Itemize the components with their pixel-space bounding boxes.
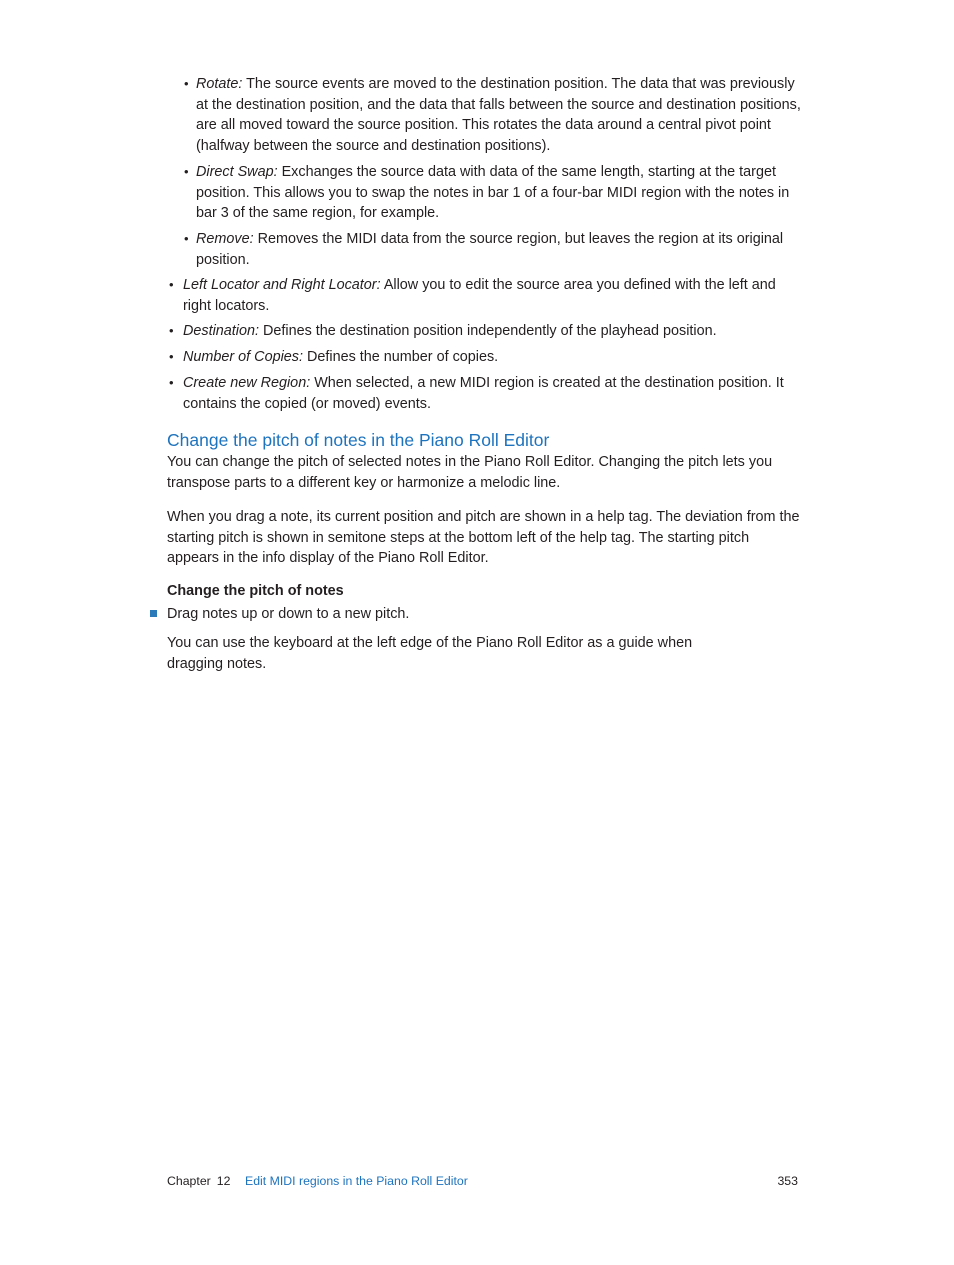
task-heading: Change the pitch of notes — [167, 583, 344, 599]
step-bullet-icon — [150, 610, 157, 617]
bullet-text: Defines the destination position independently of the playhead position. — [259, 323, 717, 339]
footer-chapter-number: 12 — [216, 1174, 231, 1188]
bullet-rotate — [184, 74, 802, 156]
bullet-term: Direct Swap: — [196, 164, 278, 180]
task-note-line: You can use the keyboard at the left edge of the Piano Roll Editor as a guide when — [167, 635, 693, 651]
bullet-create-new-region — [169, 373, 802, 414]
bullet-number-of-copies — [169, 347, 802, 368]
bullet-term: Left Locator and Right Locator: — [183, 277, 381, 293]
bullet-term: Rotate: — [196, 76, 243, 92]
bullet-dot: • — [169, 375, 174, 390]
bullet-direct-swap — [184, 162, 802, 224]
bullet-dot: • — [169, 277, 174, 292]
bullet-term: Create new Region: — [183, 375, 311, 391]
bullet-term: Remove: — [196, 231, 254, 247]
bullet-term: Number of Copies: — [183, 349, 303, 365]
bullet-term: Destination: — [183, 323, 259, 339]
bullet-text: When selected, a new MIDI region is created at the destination position. It contains the copied (or moved) events. — [183, 375, 784, 412]
bullet-text: The source events are moved to the destination position. The data that was previously at the destination position, and the data that falls between the source and destination positions, are all moved toward the source position. This rotates the data around a central pivot point (halfway between the source and destination positions). — [196, 76, 801, 154]
footer-page-number: 353 — [777, 1174, 798, 1188]
bullet-text: Removes the MIDI data from the source region, but leaves the region at its original position. — [196, 231, 784, 268]
bullet-dot: • — [184, 231, 189, 246]
task-step: Drag notes up or down to a new pitch. — [167, 606, 410, 622]
section-heading: Change the pitch of notes in the Piano Roll Editor — [167, 430, 550, 450]
footer-chapter-title-link[interactable]: Edit MIDI regions in the Piano Roll Editor — [245, 1174, 468, 1188]
section-paragraph-2: When you drag a note, its current position and pitch are shown in a help tag. The deviation from the starting pitch is shown in semitone steps at the bottom left of the help tag. The starting pitch appears in the info display of the Piano Roll Editor. — [167, 509, 800, 567]
bullet-dot: • — [184, 164, 189, 179]
section-paragraph-1: You can change the pitch of selected notes in the Piano Roll Editor. Changing the pitch lets you transpose parts to a different key or harmonize a melodic line. — [167, 454, 773, 491]
bullet-remove — [184, 229, 802, 270]
footer-chapter — [167, 1172, 230, 1190]
bullet-dot: • — [169, 349, 174, 364]
bullet-locators — [169, 275, 802, 316]
bullet-destination — [169, 321, 802, 342]
bullet-text: Defines the number of copies. — [302, 349, 499, 365]
bullet-text: Exchanges the source data with data of the same length, starting at the target position. This allows you to swap the notes in bar 1 of a four-bar MIDI region with the notes in bar 3 of the same region, for example. — [196, 164, 790, 222]
task-note — [167, 633, 803, 674]
task-note-line: dragging notes. — [167, 655, 267, 672]
bullet-dot: • — [184, 76, 189, 91]
footer-chapter-label: Chapter — [167, 1174, 211, 1188]
bullet-dot: • — [169, 323, 174, 338]
bullet-text: Allow you to edit the source area you defined with the left and right locators. — [183, 277, 776, 314]
